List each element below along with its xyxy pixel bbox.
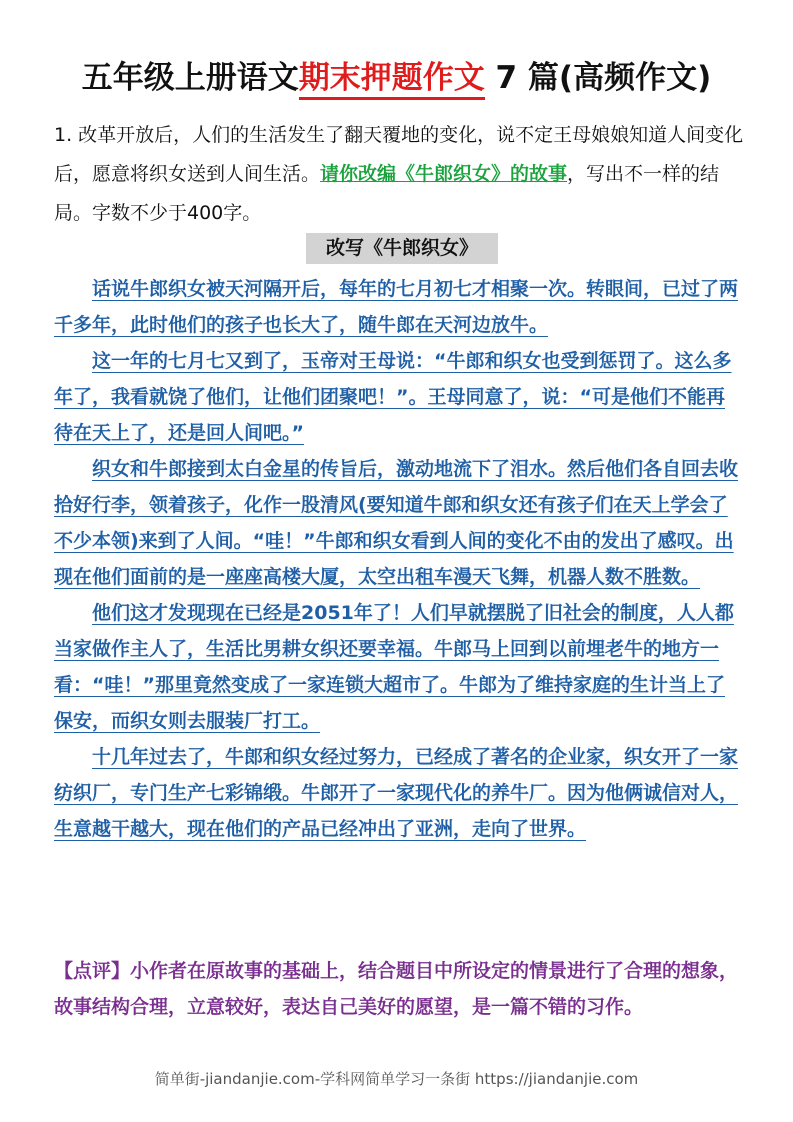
essay-body	[54, 271, 742, 847]
page-footer: 简单街-jiandanjie.com-学科网简单学习一条街 https://jiandanjie.com	[154, 1070, 639, 1088]
essay-paragraph: 话说牛郎织女被天河隔开后，每年的七月初七才相聚一次。转眼间，已过了两千多年，此时他们的孩子也长大了，随牛郎在天河边放牛。	[54, 278, 739, 336]
essay-paragraph: 他们这才发现现在已经是2051年了！人们早就摆脱了旧社会的制度，人人都当家做作主人了，生活比男耕女织还要幸福。牛郎马上回到以前埋老牛的地方一看：“哇！”那里竟然变成了一家连锁大超市了。牛郎为了维持家庭的生计当上了保安，而织女则去服装厂打工。	[54, 602, 734, 732]
essay-prompt	[54, 116, 744, 233]
title-part-2: 7 篇(高频作文)	[484, 60, 712, 96]
title-part-1: 五年级上册语文	[81, 60, 299, 96]
title-highlight: 期末押题作文	[299, 60, 485, 100]
essay-paragraph: 这一年的七月七又到了，玉帝对王母说：“牛郎和织女也受到惩罚了。这么多年了，我看就饶了他们，让他们团聚吧！”。王母同意了，说：“可是他们不能再待在天上了，还是回人间吧。”	[54, 350, 732, 444]
prompt-text: 1. 改革开放后，人们的生活发生了翻天覆地的变化，说不定王母娘娘知道人间变化后，愿意将织女送到人间生活。	[54, 124, 744, 185]
essay-paragraph: 十几年过去了，牛郎和织女经过努力，已经成了著名的企业家，织女开了一家纺织厂，专门生产七彩锦缎。牛郎开了一家现代化的养牛厂。因为他俩诚信对人，生意越干越大，现在他们的产品已经冲出了亚洲，走向了世界。	[54, 746, 739, 840]
page-title	[0, 52, 793, 97]
teacher-review: 【点评】小作者在原故事的基础上，结合题目中所设定的情景进行了合理的想象，故事结构合理，立意较好，表达自己美好的愿望，是一篇不错的习作。	[54, 960, 739, 1018]
prompt-tail: ，写出不一样的结局。字数不少于400字。	[54, 163, 720, 224]
essay-subheading: 改写《牛郎织女》	[306, 233, 498, 264]
prompt-instruction: 请你改编《牛郎织女》的故事	[320, 163, 568, 185]
essay-paragraph: 织女和牛郎接到太白金星的传旨后，激动地流下了泪水。然后他们各自回去收拾好行李，领着孩子，化作一股清风(要知道牛郎和织女还有孩子们在天上学会了不少本领)来到了人间。“哇！”牛郎和织女看到人间的变化不由的发出了感叹。出现在他们面前的是一座座高楼大厦，太空出租车漫天飞舞，机器人数不胜数。	[54, 458, 739, 588]
